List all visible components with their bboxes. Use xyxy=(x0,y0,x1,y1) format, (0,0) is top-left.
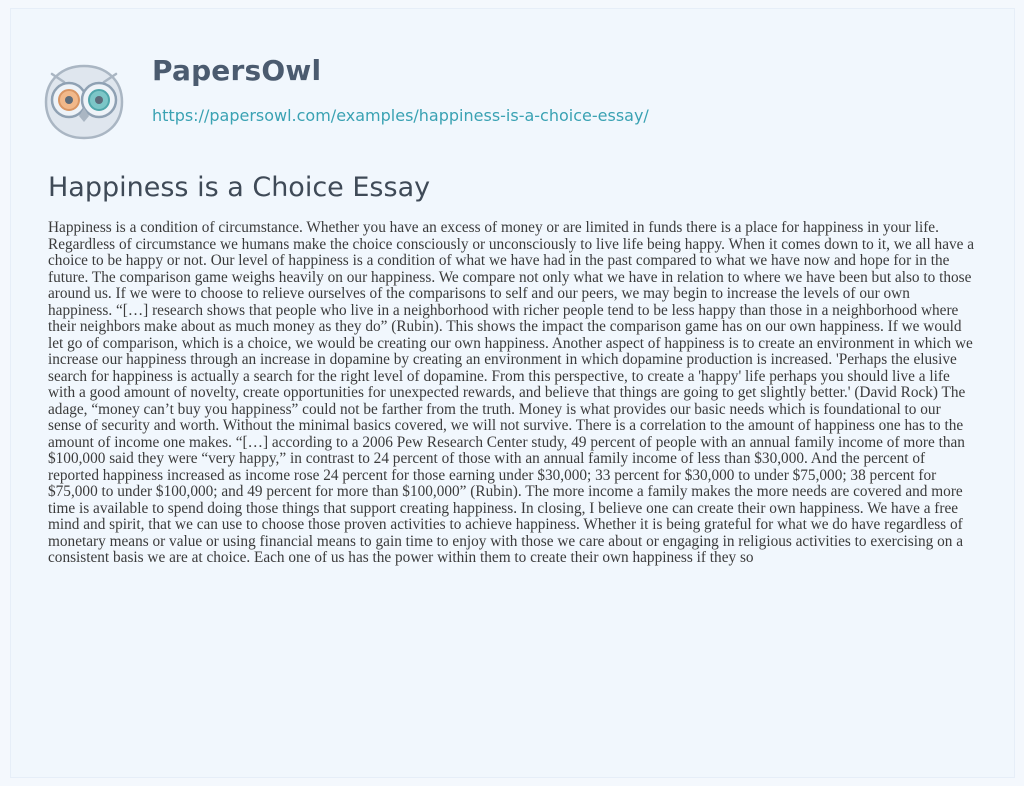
brand-name[interactable]: PapersOwl xyxy=(152,54,322,87)
owl-face-icon xyxy=(38,56,130,148)
source-url-link[interactable]: https://papersowl.com/examples/happiness-is-a-choice-essay/ xyxy=(152,106,649,125)
page-title: Happiness is a Choice Essay xyxy=(48,172,431,203)
essay-body: Happiness is a condition of circumstance. Whether you have an excess of money or are limited in funds there is a place for happiness in your life. Regardless of circumstance we humans make the choice consciously or unconsciously to live life being happy. When it comes down to it, we all have a choice to be happy or not. Our level of happiness is a condition of what we have had in the past compared to what we have now and hope for in the future. The comparison game weighs heavily on our happiness. We compare not only what we have in relation to where we have been but also to those around us. If we were to choose to relieve ourselves of the comparisons to self and our peers, we may begin to increase the levels of our own happiness. “[…] research shows that people who live in a neighborhood with richer people tend to be less happy than those in a neighborhood where their neighbors make about as much money as they do” (Rubin). This shows the impact the comparison game has on our own happiness. If we would let go of comparison, which is a choice, we would be creating our own happiness. Another aspect of happiness is to create an environment in which we increase our happiness through an increase in dopamine by creating an environment in which dopamine production is increased. 'Perhaps the elusive search for happiness is actually a search for the right level of dopamine. From this perspective, to create a 'happy' life perhaps you should live a life with a good amount of novelty, create opportunities for unexpected rewards, and believe that things are going to get slightly better.' (David Rock) The adage, “money can’t buy you happiness” could not be farther from the truth. Money is what provides our basic needs which is foundational to our sense of security and worth. Without the minimal basics covered, we will not survive. There is a correlation to the amount of happiness one has to the amount of income one makes. “[…] according to a 2006 Pew Research Center study, 49 percent of people with an annual family income of more than $100,000 said they were “very happy,” in contrast to 24 percent of those with an annual family income of less than $30,000. And the percent of reported happiness increased as income rose 24 percent for those earning under $30,000; 33 percent for $30,000 to under $75,000; 38 percent for $75,000 to under $100,000; and 49 percent for more than $100,000” (Rubin). The more income a family makes the more needs are covered and more time is available to spend doing those things that support creating happiness. In closing, I believe one can create their own happiness. We have a free mind and spirit, that we can use to choose those proven activities to achieve happiness. Whether it is being grateful for what we do have regardless of monetary means or value or using financial means to gain time to enjoy with those we care about or engaging in religious activities to exercising on a consistent basis we are at choice. Each one of us has the power within them to create their own happiness if they so xyxy=(48,219,975,566)
